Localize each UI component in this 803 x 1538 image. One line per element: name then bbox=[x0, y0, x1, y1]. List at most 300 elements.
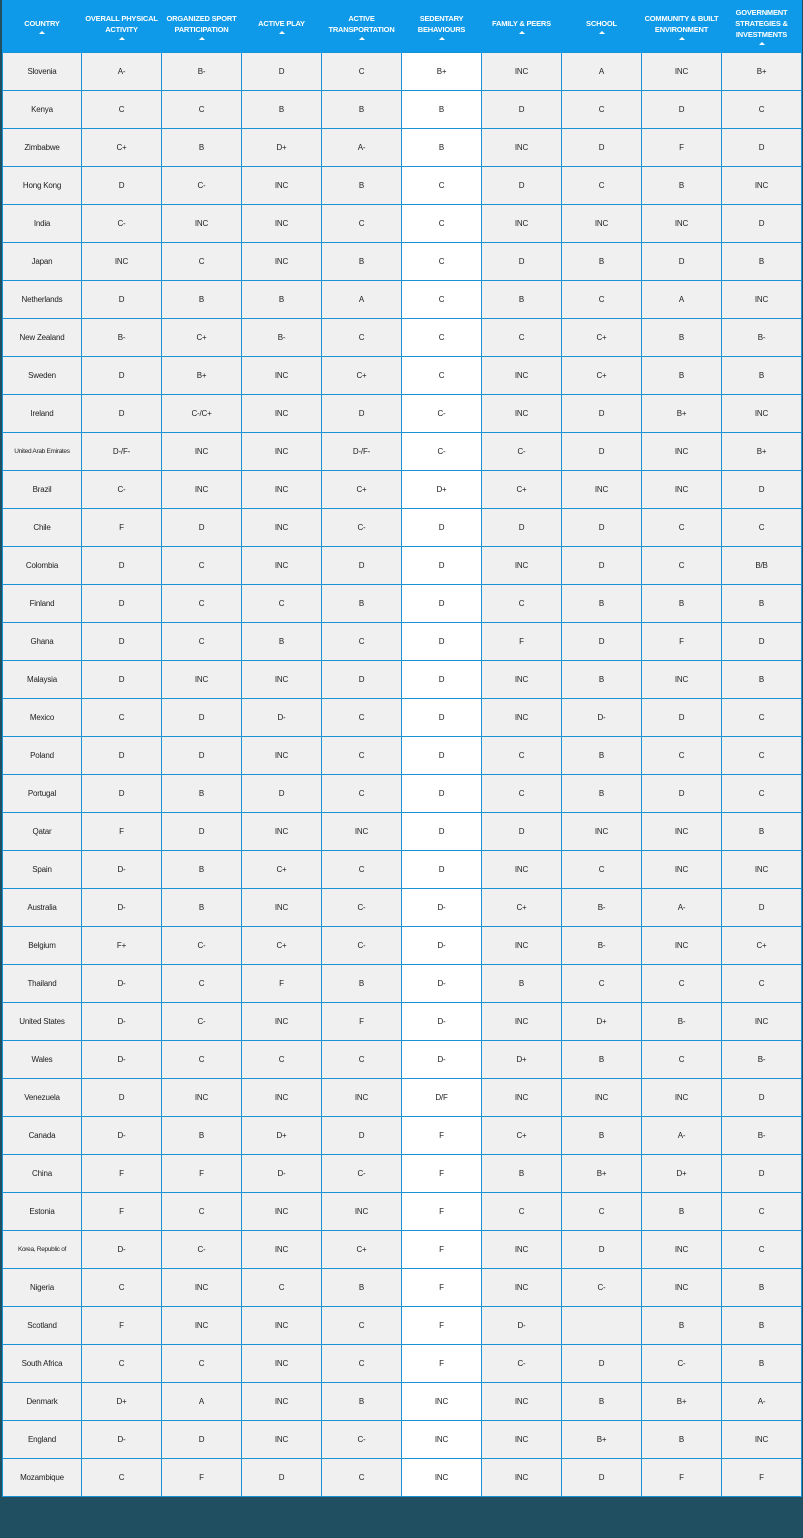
table-row bbox=[3, 433, 802, 471]
grade-cell-government-strategies-and-investments: INC bbox=[722, 395, 802, 433]
grade-cell-active-transportation: C- bbox=[322, 927, 402, 965]
column-header-overall-physical-activity[interactable] bbox=[82, 0, 162, 53]
country-name-cell: Ireland bbox=[3, 395, 82, 433]
grade-cell-community-and-built-environment: A bbox=[642, 281, 722, 319]
grade-cell-organized-sport-participation: INC bbox=[162, 433, 242, 471]
grade-cell-active-play: INC bbox=[242, 547, 322, 585]
country-name-cell: Venezuela bbox=[3, 1079, 82, 1117]
grade-cell-sedentary-behaviours: B bbox=[402, 91, 482, 129]
grade-cell-family-and-peers: INC bbox=[482, 851, 562, 889]
grade-cell-government-strategies-and-investments: B- bbox=[722, 319, 802, 357]
grade-cell-active-transportation: C bbox=[322, 623, 402, 661]
country-name-cell: Brazil bbox=[3, 471, 82, 509]
grade-cell-active-transportation: A bbox=[322, 281, 402, 319]
grade-cell-sedentary-behaviours: F bbox=[402, 1345, 482, 1383]
grade-cell-government-strategies-and-investments: B- bbox=[722, 1117, 802, 1155]
grade-cell-overall-physical-activity: D-/F- bbox=[82, 433, 162, 471]
grade-cell-sedentary-behaviours: D bbox=[402, 547, 482, 585]
grade-cell-family-and-peers: C- bbox=[482, 433, 562, 471]
grade-cell-community-and-built-environment: D bbox=[642, 91, 722, 129]
grade-cell-sedentary-behaviours: D bbox=[402, 509, 482, 547]
grade-cell-sedentary-behaviours: B+ bbox=[402, 53, 482, 91]
grade-cell-organized-sport-participation: INC bbox=[162, 1307, 242, 1345]
grade-cell-active-transportation: C bbox=[322, 699, 402, 737]
grade-cell-active-transportation: INC bbox=[322, 813, 402, 851]
country-name-cell: Qatar bbox=[3, 813, 82, 851]
grade-cell-government-strategies-and-investments: D bbox=[722, 129, 802, 167]
grade-cell-school: D bbox=[562, 547, 642, 585]
grade-cell-school: D bbox=[562, 1345, 642, 1383]
grade-cell-organized-sport-participation: C bbox=[162, 585, 242, 623]
grade-cell-sedentary-behaviours: F bbox=[402, 1269, 482, 1307]
grade-cell-community-and-built-environment: D+ bbox=[642, 1155, 722, 1193]
grade-cell-family-and-peers: INC bbox=[482, 1079, 562, 1117]
grade-cell-community-and-built-environment: INC bbox=[642, 433, 722, 471]
grade-cell-sedentary-behaviours: C bbox=[402, 205, 482, 243]
table-row bbox=[3, 547, 802, 585]
grade-cell-government-strategies-and-investments: INC bbox=[722, 851, 802, 889]
grade-cell-government-strategies-and-investments: C bbox=[722, 509, 802, 547]
sort-arrow-icon[interactable] bbox=[439, 37, 445, 40]
grade-cell-community-and-built-environment: INC bbox=[642, 53, 722, 91]
table-row bbox=[3, 1193, 802, 1231]
country-name-cell: Korea, Republic of bbox=[3, 1231, 82, 1269]
grade-cell-active-transportation: C bbox=[322, 775, 402, 813]
grade-cell-sedentary-behaviours: D bbox=[402, 737, 482, 775]
column-header-label: ACTIVE PLAY bbox=[258, 19, 305, 28]
grade-cell-overall-physical-activity: D- bbox=[82, 1003, 162, 1041]
column-header-organized-sport-participation[interactable] bbox=[162, 0, 242, 53]
grade-cell-community-and-built-environment: INC bbox=[642, 661, 722, 699]
grade-cell-active-play: B- bbox=[242, 319, 322, 357]
grade-cell-family-and-peers: D- bbox=[482, 1307, 562, 1345]
grade-cell-school: C bbox=[562, 281, 642, 319]
grade-cell-overall-physical-activity: D bbox=[82, 547, 162, 585]
grade-cell-government-strategies-and-investments: B+ bbox=[722, 433, 802, 471]
grade-cell-sedentary-behaviours: D bbox=[402, 775, 482, 813]
grade-cell-active-transportation: C- bbox=[322, 1155, 402, 1193]
grade-cell-school: C+ bbox=[562, 319, 642, 357]
country-name-cell: Poland bbox=[3, 737, 82, 775]
grade-cell-overall-physical-activity: C bbox=[82, 699, 162, 737]
grade-cell-sedentary-behaviours: D bbox=[402, 699, 482, 737]
grade-cell-family-and-peers: C bbox=[482, 1193, 562, 1231]
grade-cell-community-and-built-environment: B bbox=[642, 357, 722, 395]
grade-cell-organized-sport-participation: INC bbox=[162, 661, 242, 699]
grade-cell-family-and-peers: INC bbox=[482, 1269, 562, 1307]
grade-cell-family-and-peers: INC bbox=[482, 205, 562, 243]
grade-cell-community-and-built-environment: B bbox=[642, 1421, 722, 1459]
grade-cell-family-and-peers: INC bbox=[482, 699, 562, 737]
grade-cell-organized-sport-participation: INC bbox=[162, 1269, 242, 1307]
grade-cell-school: D bbox=[562, 509, 642, 547]
grade-cell-school: D- bbox=[562, 699, 642, 737]
grade-cell-active-play: D bbox=[242, 775, 322, 813]
country-name-cell: Scotland bbox=[3, 1307, 82, 1345]
grade-cell-government-strategies-and-investments: D bbox=[722, 623, 802, 661]
column-header-community-and-built-environment[interactable] bbox=[642, 0, 722, 53]
grade-cell-organized-sport-participation: C bbox=[162, 623, 242, 661]
grade-cell-organized-sport-participation: C bbox=[162, 1345, 242, 1383]
grade-cell-overall-physical-activity: C- bbox=[82, 205, 162, 243]
grade-cell-active-play: C bbox=[242, 1269, 322, 1307]
country-name-cell: Kenya bbox=[3, 91, 82, 129]
sort-arrow-icon[interactable] bbox=[119, 37, 125, 40]
table-row bbox=[3, 1345, 802, 1383]
grade-cell-overall-physical-activity: D- bbox=[82, 1041, 162, 1079]
grade-cell-community-and-built-environment: F bbox=[642, 623, 722, 661]
grade-cell-overall-physical-activity: F bbox=[82, 813, 162, 851]
grade-cell-family-and-peers: C bbox=[482, 585, 562, 623]
grade-cell-community-and-built-environment: B+ bbox=[642, 1383, 722, 1421]
column-header-label: SEDENTARY BEHAVIOURS bbox=[417, 13, 466, 34]
grade-cell-school: INC bbox=[562, 813, 642, 851]
table-row bbox=[3, 661, 802, 699]
grade-cell-school: B bbox=[562, 585, 642, 623]
grade-cell-government-strategies-and-investments: C bbox=[722, 775, 802, 813]
column-header-label: COUNTRY bbox=[24, 19, 60, 28]
grade-cell-active-transportation: B bbox=[322, 91, 402, 129]
grade-cell-organized-sport-participation: F bbox=[162, 1459, 242, 1497]
grade-cell-organized-sport-participation: D bbox=[162, 509, 242, 547]
grade-cell-community-and-built-environment: A- bbox=[642, 889, 722, 927]
grade-cell-government-strategies-and-investments: D bbox=[722, 889, 802, 927]
grade-cell-sedentary-behaviours: INC bbox=[402, 1383, 482, 1421]
grade-cell-family-and-peers: INC bbox=[482, 357, 562, 395]
grade-cell-school: B bbox=[562, 1117, 642, 1155]
grade-cell-overall-physical-activity: D- bbox=[82, 851, 162, 889]
grade-cell-family-and-peers: INC bbox=[482, 1421, 562, 1459]
grade-cell-overall-physical-activity: D- bbox=[82, 1421, 162, 1459]
grade-cell-community-and-built-environment: C bbox=[642, 965, 722, 1003]
grade-cell-school: C bbox=[562, 167, 642, 205]
grade-cell-family-and-peers: C bbox=[482, 775, 562, 813]
grade-cell-school: C bbox=[562, 1193, 642, 1231]
grade-cell-organized-sport-participation: C- bbox=[162, 167, 242, 205]
column-header-label: ACTIVE TRANSPORTATION bbox=[328, 13, 395, 34]
sort-arrow-icon[interactable] bbox=[39, 31, 45, 34]
column-header-school[interactable] bbox=[562, 0, 642, 53]
grade-cell-family-and-peers: INC bbox=[482, 53, 562, 91]
column-header-active-transportation[interactable] bbox=[322, 0, 402, 53]
grade-cell-active-transportation: C bbox=[322, 737, 402, 775]
grade-cell-government-strategies-and-investments: D bbox=[722, 205, 802, 243]
grade-cell-sedentary-behaviours: D- bbox=[402, 889, 482, 927]
grade-cell-overall-physical-activity: F bbox=[82, 509, 162, 547]
grade-cell-school: C bbox=[562, 91, 642, 129]
grade-cell-community-and-built-environment: D bbox=[642, 775, 722, 813]
grade-cell-family-and-peers: D bbox=[482, 167, 562, 205]
grade-cell-organized-sport-participation: B bbox=[162, 1117, 242, 1155]
grade-cell-organized-sport-participation: D bbox=[162, 737, 242, 775]
table-row bbox=[3, 471, 802, 509]
grade-cell-sedentary-behaviours: D bbox=[402, 585, 482, 623]
grade-cell-active-transportation: B bbox=[322, 965, 402, 1003]
column-header-family-and-peers[interactable] bbox=[482, 0, 562, 53]
grade-cell-active-play: C bbox=[242, 585, 322, 623]
grade-cell-organized-sport-participation: D bbox=[162, 1421, 242, 1459]
grade-cell-family-and-peers: INC bbox=[482, 1003, 562, 1041]
grade-cell-active-transportation: C- bbox=[322, 889, 402, 927]
grade-cell-government-strategies-and-investments: B+ bbox=[722, 53, 802, 91]
grade-cell-active-play: INC bbox=[242, 1231, 322, 1269]
grade-cell-active-transportation: INC bbox=[322, 1193, 402, 1231]
country-name-cell: Canada bbox=[3, 1117, 82, 1155]
sort-arrow-icon[interactable] bbox=[359, 37, 365, 40]
country-name-cell: Spain bbox=[3, 851, 82, 889]
grade-cell-active-play: INC bbox=[242, 1345, 322, 1383]
grade-cell-school: B bbox=[562, 1383, 642, 1421]
table-row bbox=[3, 1421, 802, 1459]
grade-cell-active-transportation: C- bbox=[322, 509, 402, 547]
grade-cell-overall-physical-activity: D bbox=[82, 395, 162, 433]
grade-cell-overall-physical-activity: D bbox=[82, 737, 162, 775]
table-row bbox=[3, 1003, 802, 1041]
grade-cell-school: D+ bbox=[562, 1003, 642, 1041]
table-row bbox=[3, 1269, 802, 1307]
grade-cell-school: D bbox=[562, 1231, 642, 1269]
table-row bbox=[3, 53, 802, 91]
grade-cell-sedentary-behaviours: D bbox=[402, 623, 482, 661]
grade-cell-active-play: D bbox=[242, 53, 322, 91]
country-name-cell: Colombia bbox=[3, 547, 82, 585]
grade-cell-government-strategies-and-investments: C bbox=[722, 965, 802, 1003]
table-row bbox=[3, 167, 802, 205]
grade-cell-family-and-peers: INC bbox=[482, 1459, 562, 1497]
grade-cell-organized-sport-participation: C bbox=[162, 1193, 242, 1231]
table-row bbox=[3, 1231, 802, 1269]
table-row bbox=[3, 775, 802, 813]
country-name-cell: Sweden bbox=[3, 357, 82, 395]
grade-cell-organized-sport-participation: INC bbox=[162, 471, 242, 509]
grade-cell-organized-sport-participation: B bbox=[162, 889, 242, 927]
grade-cell-organized-sport-participation: B bbox=[162, 775, 242, 813]
grade-cell-sedentary-behaviours: C- bbox=[402, 395, 482, 433]
table-row bbox=[3, 585, 802, 623]
grade-cell-family-and-peers: INC bbox=[482, 1231, 562, 1269]
grade-cell-active-transportation: F bbox=[322, 1003, 402, 1041]
table-row bbox=[3, 129, 802, 167]
grade-cell-government-strategies-and-investments: D bbox=[722, 1079, 802, 1117]
grade-cell-overall-physical-activity: D bbox=[82, 357, 162, 395]
grade-cell-active-transportation: INC bbox=[322, 1079, 402, 1117]
grade-cell-active-play: INC bbox=[242, 205, 322, 243]
grade-cell-government-strategies-and-investments: C+ bbox=[722, 927, 802, 965]
country-name-cell: Chile bbox=[3, 509, 82, 547]
country-name-cell: South Africa bbox=[3, 1345, 82, 1383]
grade-cell-sedentary-behaviours: F bbox=[402, 1117, 482, 1155]
grade-cell-active-play: INC bbox=[242, 1193, 322, 1231]
grade-cell-overall-physical-activity: A- bbox=[82, 53, 162, 91]
grade-cell-government-strategies-and-investments: INC bbox=[722, 167, 802, 205]
grade-cell-government-strategies-and-investments: A- bbox=[722, 1383, 802, 1421]
table-row bbox=[3, 357, 802, 395]
table-row bbox=[3, 965, 802, 1003]
table-row bbox=[3, 1307, 802, 1345]
grade-cell-school: B- bbox=[562, 889, 642, 927]
table-row bbox=[3, 205, 802, 243]
grade-cell-government-strategies-and-investments: INC bbox=[722, 1421, 802, 1459]
country-name-cell: Thailand bbox=[3, 965, 82, 1003]
grade-cell-active-play: INC bbox=[242, 1079, 322, 1117]
country-name-cell: Hong Kong bbox=[3, 167, 82, 205]
grade-cell-community-and-built-environment: C- bbox=[642, 1345, 722, 1383]
country-name-cell: New Zealand bbox=[3, 319, 82, 357]
country-name-cell: Wales bbox=[3, 1041, 82, 1079]
table-header bbox=[3, 0, 802, 53]
grade-cell-organized-sport-participation: C- bbox=[162, 1231, 242, 1269]
grade-cell-active-play: INC bbox=[242, 433, 322, 471]
grade-cell-community-and-built-environment: F bbox=[642, 129, 722, 167]
grade-cell-sedentary-behaviours: D- bbox=[402, 1003, 482, 1041]
sort-arrow-icon[interactable] bbox=[279, 31, 285, 34]
sort-arrow-icon[interactable] bbox=[199, 37, 205, 40]
sort-arrow-icon[interactable] bbox=[599, 31, 605, 34]
grade-cell-community-and-built-environment: B bbox=[642, 585, 722, 623]
grade-cell-community-and-built-environment: B bbox=[642, 167, 722, 205]
grade-cell-overall-physical-activity: D+ bbox=[82, 1383, 162, 1421]
grade-cell-school: B bbox=[562, 661, 642, 699]
grade-cell-organized-sport-participation: B- bbox=[162, 53, 242, 91]
grade-cell-active-transportation: D bbox=[322, 547, 402, 585]
table-row bbox=[3, 699, 802, 737]
grade-cell-sedentary-behaviours: D bbox=[402, 813, 482, 851]
grade-cell-sedentary-behaviours: F bbox=[402, 1155, 482, 1193]
grade-cell-school: D bbox=[562, 433, 642, 471]
grade-cell-government-strategies-and-investments: C bbox=[722, 91, 802, 129]
grade-cell-overall-physical-activity: D- bbox=[82, 889, 162, 927]
grade-cell-active-play: INC bbox=[242, 661, 322, 699]
grade-cell-active-transportation: C bbox=[322, 1041, 402, 1079]
grade-cell-active-play: B bbox=[242, 91, 322, 129]
grade-cell-active-transportation: C bbox=[322, 205, 402, 243]
grade-cell-active-transportation: C bbox=[322, 851, 402, 889]
country-name-cell: United Arab Emirates bbox=[3, 433, 82, 471]
grade-cell-overall-physical-activity: D bbox=[82, 623, 162, 661]
grade-cell-overall-physical-activity: D bbox=[82, 585, 162, 623]
table-row bbox=[3, 91, 802, 129]
grade-cell-active-transportation: C+ bbox=[322, 1231, 402, 1269]
grade-cell-overall-physical-activity: C bbox=[82, 1269, 162, 1307]
grade-cell-government-strategies-and-investments: B bbox=[722, 1345, 802, 1383]
grade-cell-active-play: INC bbox=[242, 395, 322, 433]
column-header-label: COMMUNITY & BUILT ENVIRONMENT bbox=[644, 13, 719, 34]
column-header-sedentary-behaviours[interactable] bbox=[402, 0, 482, 53]
grade-cell-organized-sport-participation: C- bbox=[162, 1003, 242, 1041]
country-name-cell: Japan bbox=[3, 243, 82, 281]
grade-cell-sedentary-behaviours: C bbox=[402, 243, 482, 281]
grade-cell-sedentary-behaviours: INC bbox=[402, 1459, 482, 1497]
column-header-country[interactable] bbox=[3, 0, 82, 53]
sort-arrow-icon[interactable] bbox=[679, 37, 685, 40]
grade-cell-family-and-peers: INC bbox=[482, 129, 562, 167]
grade-cell-organized-sport-participation: B bbox=[162, 851, 242, 889]
grade-cell-active-play: F bbox=[242, 965, 322, 1003]
grade-cell-government-strategies-and-investments: F bbox=[722, 1459, 802, 1497]
grade-cell-sedentary-behaviours: F bbox=[402, 1231, 482, 1269]
grade-cell-active-play: D- bbox=[242, 1155, 322, 1193]
table-row bbox=[3, 509, 802, 547]
column-header-label: ORGANIZED SPORT PARTICIPATION bbox=[166, 13, 237, 34]
grade-cell-organized-sport-participation: C bbox=[162, 1041, 242, 1079]
grade-cell-school: D bbox=[562, 623, 642, 661]
sort-arrow-icon[interactable] bbox=[519, 31, 525, 34]
grade-cell-community-and-built-environment: INC bbox=[642, 471, 722, 509]
grade-cell-active-transportation: D bbox=[322, 661, 402, 699]
grade-cell-organized-sport-participation: INC bbox=[162, 205, 242, 243]
grade-cell-school: B bbox=[562, 737, 642, 775]
grade-cell-sedentary-behaviours: D- bbox=[402, 1041, 482, 1079]
column-header-government-strategies-and-investments[interactable] bbox=[722, 0, 802, 53]
grade-cell-family-and-peers: F bbox=[482, 623, 562, 661]
grade-cell-community-and-built-environment: C bbox=[642, 509, 722, 547]
grade-cell-community-and-built-environment: INC bbox=[642, 1231, 722, 1269]
grade-cell-family-and-peers: C bbox=[482, 737, 562, 775]
grade-cell-community-and-built-environment: B bbox=[642, 1193, 722, 1231]
grade-cell-overall-physical-activity: D bbox=[82, 661, 162, 699]
grade-cell-overall-physical-activity: INC bbox=[82, 243, 162, 281]
grade-cell-active-play: B bbox=[242, 623, 322, 661]
grade-cell-overall-physical-activity: D bbox=[82, 1079, 162, 1117]
grade-cell-community-and-built-environment: B bbox=[642, 1307, 722, 1345]
grade-cell-school: B- bbox=[562, 927, 642, 965]
grade-cell-organized-sport-participation: A bbox=[162, 1383, 242, 1421]
grade-cell-community-and-built-environment: INC bbox=[642, 205, 722, 243]
grade-cell-active-transportation: B bbox=[322, 243, 402, 281]
table-row bbox=[3, 395, 802, 433]
table-body bbox=[3, 53, 802, 1497]
header-row bbox=[3, 0, 802, 53]
grade-cell-government-strategies-and-investments: B bbox=[722, 243, 802, 281]
grade-cell-community-and-built-environment: C bbox=[642, 547, 722, 585]
grade-cell-school: D bbox=[562, 395, 642, 433]
grade-cell-community-and-built-environment: D bbox=[642, 243, 722, 281]
column-header-label: FAMILY & PEERS bbox=[492, 19, 551, 28]
grade-cell-active-transportation: B bbox=[322, 1383, 402, 1421]
country-name-cell: Nigeria bbox=[3, 1269, 82, 1307]
grade-cell-family-and-peers: D+ bbox=[482, 1041, 562, 1079]
column-header-label: SCHOOL bbox=[586, 19, 617, 28]
grade-cell-active-transportation: B bbox=[322, 1269, 402, 1307]
grade-cell-family-and-peers: D bbox=[482, 813, 562, 851]
grade-cell-school: INC bbox=[562, 205, 642, 243]
table-row bbox=[3, 1041, 802, 1079]
sort-arrow-icon[interactable] bbox=[759, 42, 765, 45]
table-row bbox=[3, 281, 802, 319]
grade-cell-sedentary-behaviours: B bbox=[402, 129, 482, 167]
grade-cell-government-strategies-and-investments: C bbox=[722, 699, 802, 737]
column-header-active-play[interactable] bbox=[242, 0, 322, 53]
grade-cell-school: D bbox=[562, 1459, 642, 1497]
grade-cell-active-play: D- bbox=[242, 699, 322, 737]
grade-cell-community-and-built-environment: INC bbox=[642, 927, 722, 965]
grade-cell-community-and-built-environment: B- bbox=[642, 1003, 722, 1041]
grade-cell-sedentary-behaviours: C- bbox=[402, 433, 482, 471]
grade-cell-active-transportation: C bbox=[322, 53, 402, 91]
grade-cell-school: B+ bbox=[562, 1421, 642, 1459]
grade-cell-active-play: INC bbox=[242, 1383, 322, 1421]
table-row bbox=[3, 1079, 802, 1117]
grade-cell-family-and-peers: D bbox=[482, 243, 562, 281]
grade-cell-government-strategies-and-investments: B bbox=[722, 357, 802, 395]
grade-cell-overall-physical-activity: D bbox=[82, 775, 162, 813]
grade-cell-active-play: C+ bbox=[242, 927, 322, 965]
country-name-cell: Denmark bbox=[3, 1383, 82, 1421]
grade-cell-government-strategies-and-investments: B bbox=[722, 661, 802, 699]
grade-cell-sedentary-behaviours: D bbox=[402, 851, 482, 889]
grade-cell-government-strategies-and-investments: D bbox=[722, 471, 802, 509]
country-name-cell: Mozambique bbox=[3, 1459, 82, 1497]
